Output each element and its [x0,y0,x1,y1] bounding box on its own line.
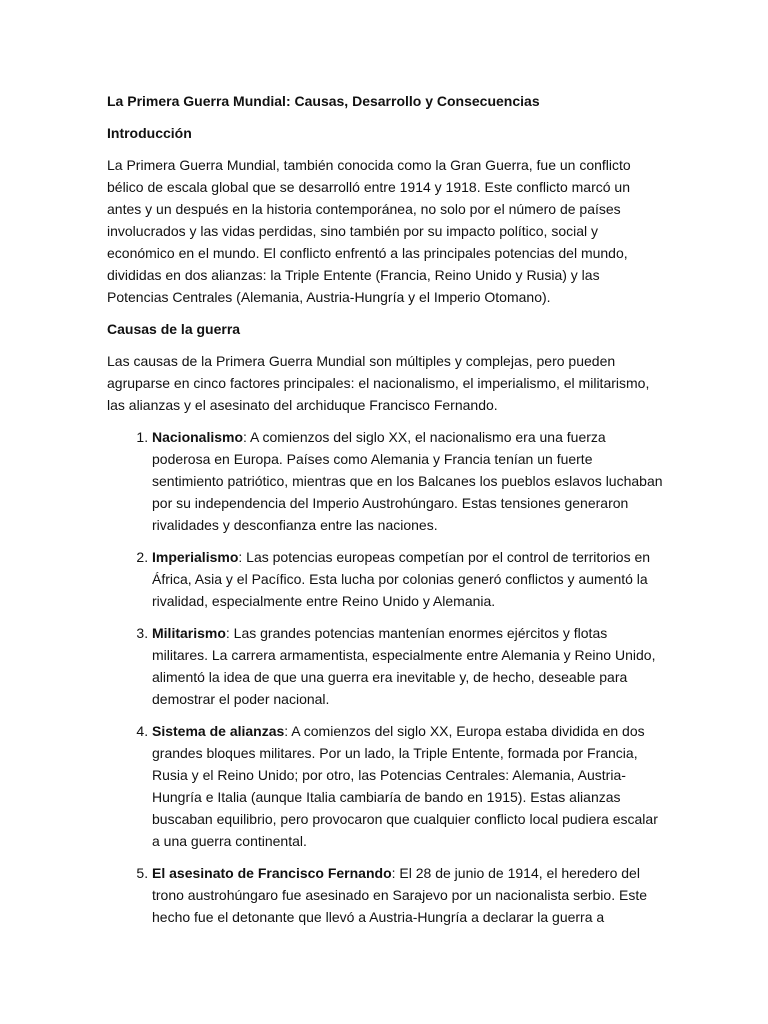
cause-item-asesinato [152,862,663,928]
cause-term: El asesinato de Francisco Fernando [152,865,392,881]
intro-paragraph: La Primera Guerra Mundial, también conocida como la Gran Guerra, fue un conflicto bélico de escala global que se desarrolló entre 1914 y 1918. Este conflicto marcó un antes y un después en la historia contemporánea, no solo por el número de países involucrados y las vidas perdidas, sino también por su impacto político, social y económico en el mundo. El conflicto enfrentó a las principales potencias del mundo, divididas en dos alianzas: la Triple Entente (Francia, Reino Unido y Rusia) y las Potencias Centrales (Alemania, Austria-Hungría y el Imperio Otomano). [107,157,631,305]
cause-term: Imperialismo [152,549,239,565]
cause-item-nacionalismo [152,426,663,536]
cause-text: : Las potencias europeas competían por el control de territorios en África, Asia y el Pacífico. Esta lucha por colonias generó conflictos y aumentó la rivalidad, especialmente entre Reino Unido y Alemania. [152,549,651,609]
cause-text: : A comienzos del siglo XX, Europa estaba dividida en dos grandes bloques militares. Por un lado, la Triple Entente, formada por Francia, Rusia y el Reino Unido; por otro, las Potencias Centrales: Alemania, Austria-Hungría e Italia (aunque Italia cambiaría de bando en 1915). Estas alianzas buscaban equilibrio, pero provocaron que cualquier conflicto local pudiera escalar a una guerra continental. [152,723,658,849]
document-page [107,90,663,938]
cause-term: Militarismo [152,625,226,641]
cause-text: : Las grandes potencias mantenían enormes ejércitos y flotas militares. La carrera armamentista, especialmente entre Alemania y Reino Unido, alimentó la idea de que una guerra era inevitable y, de hecho, deseable para demostrar el poder nacional. [152,625,656,707]
cause-term: Nacionalismo [152,429,244,445]
causes-paragraph: Las causas de la Primera Guerra Mundial son múltiples y complejas, pero pueden agruparse en cinco factores principales: el nacionalismo, el imperialismo, el militarismo, las alianzas y el asesinato del archiduque Francisco Fernando. [107,353,650,413]
cause-item-imperialismo [152,546,663,612]
intro-heading: Introducción [107,125,192,141]
cause-item-militarismo [152,622,663,710]
causes-list [107,426,663,928]
document-title: La Primera Guerra Mundial: Causas, Desarrollo y Consecuencias [107,93,540,109]
cause-text: : El 28 de junio de 1914, el heredero del trono austrohúngaro fue asesinado en Sarajevo por un nacionalista serbio. Este hecho fue el detonante que llevó a Austria-Hungría a declarar la guerra a [152,865,647,925]
cause-term: Sistema de alianzas [152,723,285,739]
cause-item-alianzas [152,720,663,852]
cause-text: : A comienzos del siglo XX, el nacionalismo era una fuerza poderosa en Europa. Países como Alemania y Francia tenían un fuerte sentimiento patriótico, mientras que en los Balcanes los pueblos eslavos luchaban por su independencia del Imperio Austrohúngaro. Estas tensiones generaron rivalidades y desconfianza entre las naciones. [152,429,663,533]
causes-heading: Causas de la guerra [107,321,241,337]
